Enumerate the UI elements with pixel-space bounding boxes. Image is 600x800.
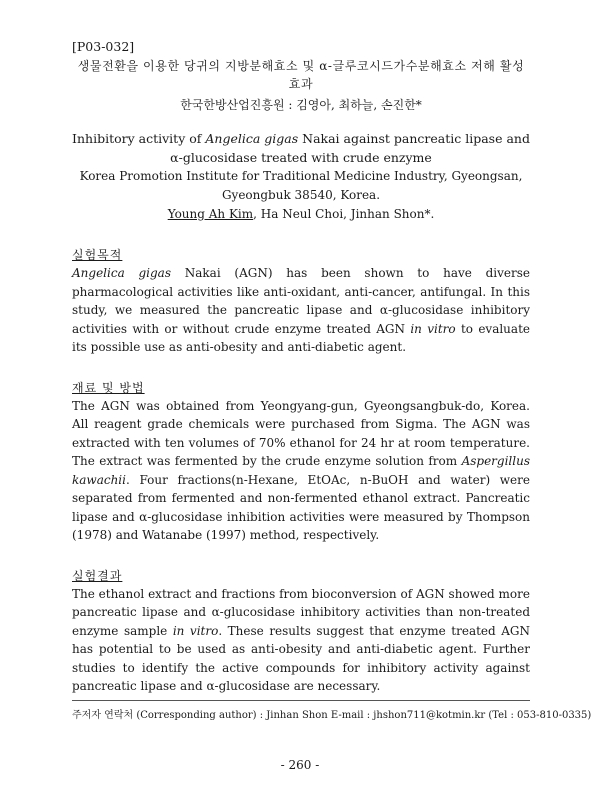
footnote-divider xyxy=(72,700,530,701)
author-list xyxy=(72,205,530,224)
methods-text-2: . Four fractions(n-Hexane, EtOAc, n-BuOH and water) were separated from fermented and non-fermented ethanol extract. Pancreatic lipase and α-glucosidase inhibition activities were measured by Thompson (1978) and Watanabe (1997) method, respectively. xyxy=(72,472,530,542)
other-authors: , Ha Neul Choi, Jinhan Shon*. xyxy=(253,207,435,221)
page-number: - 260 - xyxy=(280,758,320,772)
purpose-species: Angelica gigas xyxy=(72,266,171,280)
section-heading-results: 실험결과 xyxy=(72,568,123,583)
english-title-species: Angelica gigas xyxy=(205,131,299,146)
results-text-1: The ethanol extract and fractions from bioconversion of AGN showed more pancreatic lipase and α-glucosidase inhibitory activities than non-treated enzyme sample xyxy=(72,586,530,638)
methods-text-1: The AGN was obtained from Yeongyang-gun, Gyeongsangbuk-do, Korea. All reagent grade chemicals were purchased from Sigma. The AGN was extracted with ten volumes of 70% ethanol for 24 hr at room temperature. The extract was fermented by the crude enzyme solution from xyxy=(72,398,530,468)
english-title-post: Nakai against pancreatic lipase and α-glucosidase treated with crude enzyme xyxy=(170,131,530,165)
abstract-code: [P03-032] xyxy=(72,39,135,54)
korean-authors: 한국한방산업진흥원 : 김영아, 최하늘, 손진한* xyxy=(180,98,422,112)
section-heading-purpose: 실험목적 xyxy=(72,248,123,262)
section-body-purpose xyxy=(72,264,530,357)
english-title xyxy=(72,129,530,167)
english-title-pre: Inhibitory activity of xyxy=(72,131,206,146)
korean-title: 생물전환을 이용한 당귀의 지방분해효소 및 α-글루코시드가수분해효소 저해 활성 효과 xyxy=(77,59,525,91)
purpose-text-2: to evaluate its possible use as anti-obesity and anti-diabetic agent. xyxy=(72,321,530,354)
results-text-2: . These results suggest that enzyme treated AGN has potential to be used as anti-obesity and anti-diabetic agent. Further studies to identify the active compounds for inhibitory activity against pancreatic lipase and α-glucosidase are necessary. xyxy=(72,623,530,693)
section-heading-methods: 재료 및 방법 xyxy=(72,380,145,395)
purpose-in-vitro: in vitro xyxy=(410,321,456,336)
corresponding-author-footnote: 주저자 연락처 (Corresponding author) : Jinhan Shon E-mail : jhshon711@kotmin.kr (Tel : 053-810-0335) xyxy=(72,710,592,721)
first-author: Young Ah Kim xyxy=(167,207,254,221)
section-body-results xyxy=(72,585,530,696)
section-body-methods xyxy=(72,397,530,545)
results-in-vitro: in vitro xyxy=(172,623,219,638)
affiliation: Korea Promotion Institute for Traditional Medicine Industry, Gyeongsan, Gyeongbuk 38540, Korea. xyxy=(79,169,523,202)
purpose-text-1: Nakai (AGN) has been shown to have diverse pharmacological activities like anti-oxidant, anti-cancer, antifungal. In this study, we measured the pancreatic lipase and α-glucosidase inhibitory activities with or without crude enzyme treated AGN xyxy=(72,266,530,336)
methods-organism: Aspergillus kawachii xyxy=(72,454,530,487)
abstract-page xyxy=(72,38,530,696)
